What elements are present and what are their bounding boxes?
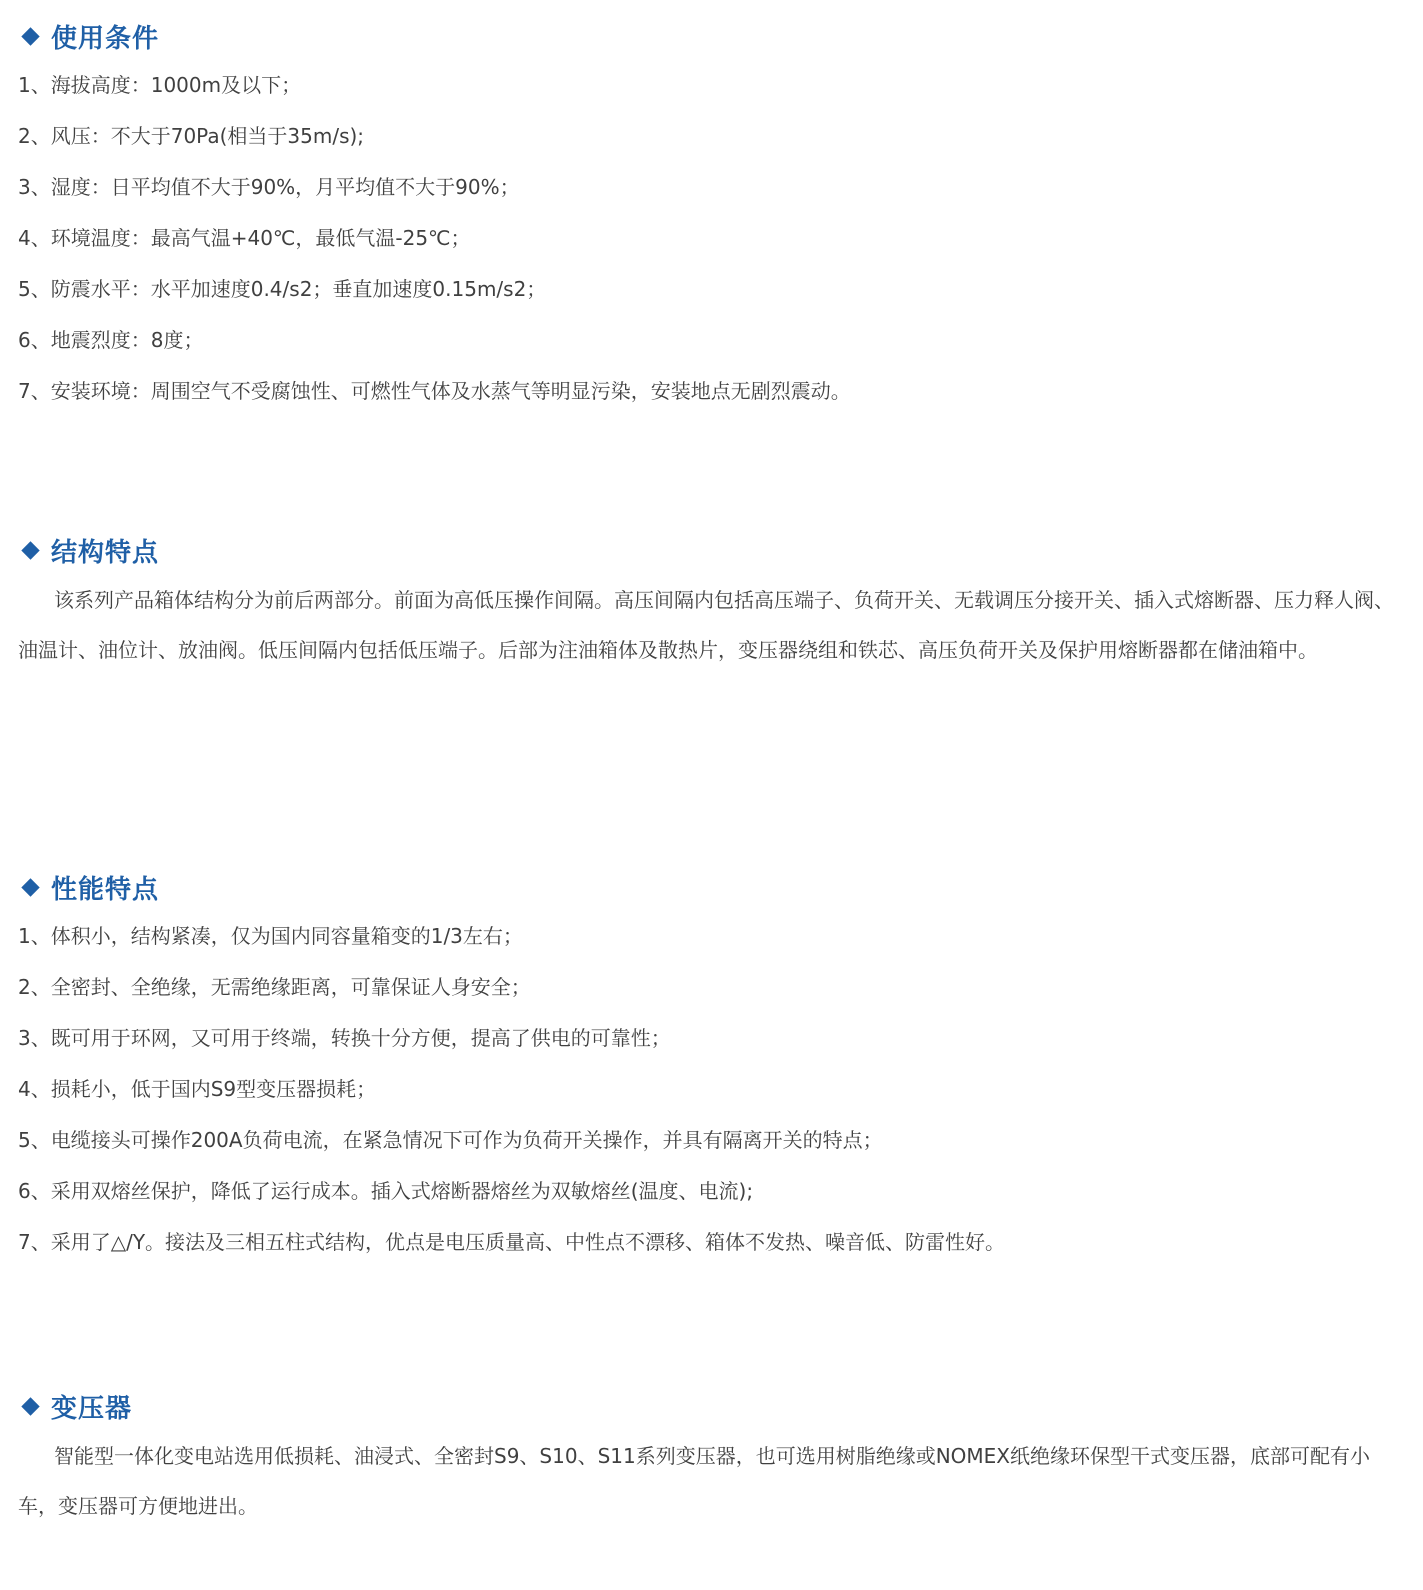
paragraph: 智能型一体化变电站选用低损耗、油浸式、全密封S9、S10、S11系列变压器，也可选用树脂绝缘或NOMEX纸绝缘环保型干式变压器，底部可配有小车，变压器可方便地进出。 [18,1444,1371,1518]
diamond-icon [21,1397,39,1415]
list-item: 6、地震烈度：8度； [18,328,204,352]
list-item: 2、全密封、全绝缘，无需绝缘距离，可靠保证人身安全； [18,975,531,999]
section-heading [18,530,1405,570]
section-heading [18,867,1405,907]
list-item: 6、采用双熔丝保护，降低了运行成本。插入式熔断器熔丝为双敏熔丝(温度、电流); [18,1179,754,1203]
conditions-list [18,60,1405,417]
list-item: 3、湿度：日平均值不大于90%，月平均值不大于90%； [18,175,520,199]
list-item: 4、损耗小，低于国内S9型变压器损耗； [18,1077,377,1101]
performance-list [18,911,1405,1268]
section-transformer [18,1386,1405,1531]
list-item: 5、电缆接头可操作200A负荷电流，在紧急情况下可作为负荷开关操作，并具有隔离开关的特点； [18,1128,883,1152]
section-title: 结构特点 [51,537,160,568]
section-heading [18,16,1405,56]
section-title: 变压器 [51,1393,133,1424]
transformer-body [18,1431,1405,1531]
diamond-icon [21,27,39,45]
list-item: 1、体积小，结构紧凑，仅为国内同容量箱变的1/3左右； [18,924,523,948]
section-title: 使用条件 [51,23,160,54]
structure-body [18,575,1405,675]
section-structure [18,530,1405,675]
list-item: 1、海拔高度：1000m及以下； [18,73,302,97]
list-item: 2、风压：不大于70Pa(相当于35m/s); [18,124,365,148]
list-item: 5、防震水平：水平加速度0.4/s2；垂直加速度0.15m/s2； [18,277,547,301]
section-title: 性能特点 [51,874,160,905]
section-heading [18,1386,1405,1426]
diamond-icon [21,541,39,559]
list-item: 4、环境温度：最高气温+40℃，最低气温-25℃； [18,226,471,250]
diamond-icon [21,878,39,896]
list-item: 7、采用了△/Y。接法及三相五柱式结构，优点是电压质量高、中性点不漂移、箱体不发热、噪音低、防雷性好。 [18,1230,1006,1254]
section-conditions [18,16,1405,417]
section-performance [18,867,1405,1268]
list-item: 7、安装环境：周围空气不受腐蚀性、可燃性气体及水蒸气等明显污染，安装地点无剧烈震动。 [18,379,851,403]
paragraph: 该系列产品箱体结构分为前后两部分。前面为高低压操作间隔。高压间隔内包括高压端子、负荷开关、无载调压分接开关、插入式熔断器、压力释人阀、油温计、油位计、放油阀。低压间隔内包括低压端子。后部为注油箱体及散热片，变压器绕组和铁芯、高压负荷开关及保护用熔断器都在储油箱中。 [18,588,1394,662]
list-item: 3、既可用于环网，又可用于终端，转换十分方便，提高了供电的可靠性； [18,1026,671,1050]
